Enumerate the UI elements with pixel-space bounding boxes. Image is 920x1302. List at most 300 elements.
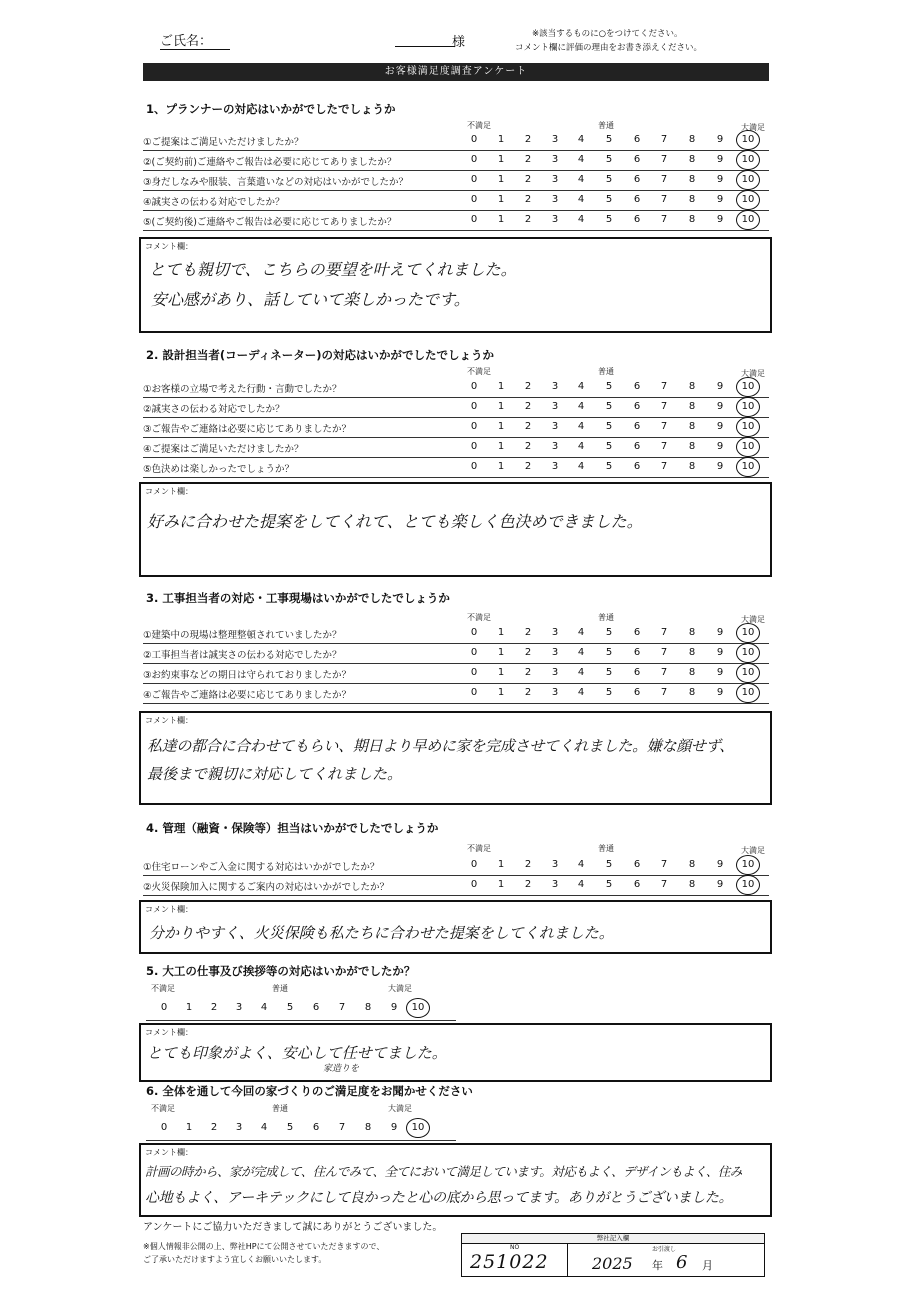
rating-option-0[interactable]: 0 bbox=[470, 154, 478, 165]
rating-option-3[interactable]: 3 bbox=[551, 154, 559, 165]
question-text: ③ご報告やご連絡は必要に応じてありましたか？ bbox=[143, 424, 352, 435]
selected-rating-circle bbox=[736, 417, 760, 437]
question-row bbox=[143, 397, 769, 418]
rating-option-7[interactable]: 7 bbox=[660, 627, 668, 638]
rating-option-9[interactable]: 9 bbox=[716, 667, 724, 678]
rating-option-10[interactable]: 10 bbox=[741, 647, 755, 658]
rating-option-9[interactable]: 9 bbox=[716, 859, 724, 870]
rating-option-8[interactable]: 8 bbox=[688, 174, 696, 185]
rating-option-0[interactable]: 0 bbox=[470, 194, 478, 205]
selected-rating-circle bbox=[736, 377, 760, 397]
selected-rating-circle bbox=[736, 170, 760, 190]
scale-high: 大満足 bbox=[741, 615, 765, 624]
rating-option-0[interactable]: 0 bbox=[470, 401, 478, 412]
rating-option-9[interactable]: 9 bbox=[716, 134, 724, 145]
rating-option-5[interactable]: 5 bbox=[605, 667, 613, 678]
rating-option-6[interactable]: 6 bbox=[633, 421, 641, 432]
rating-option-0[interactable]: 0 bbox=[470, 214, 478, 225]
comment-line: 最後まで親切に対応してくれました。 bbox=[147, 765, 403, 783]
section-4-comment-box bbox=[139, 900, 772, 954]
rating-option-9[interactable]: 9 bbox=[716, 441, 724, 452]
rating-option-1[interactable]: 1 bbox=[497, 174, 505, 185]
rating-option-1[interactable]: 1 bbox=[497, 194, 505, 205]
rating-option-10[interactable]: 10 bbox=[741, 381, 755, 392]
rating-option-3[interactable]: 3 bbox=[235, 1002, 243, 1013]
rating-option-0[interactable]: 0 bbox=[470, 421, 478, 432]
rating-option-6[interactable]: 6 bbox=[312, 1002, 320, 1013]
scale-mid: 普通 bbox=[272, 984, 288, 993]
rating-option-7[interactable]: 7 bbox=[660, 174, 668, 185]
scale-high: 大満足 bbox=[741, 369, 765, 378]
survey-banner: お客様満足度調査アンケート bbox=[143, 63, 769, 81]
rating-option-9[interactable]: 9 bbox=[716, 401, 724, 412]
scale-low: 不満足 bbox=[467, 367, 491, 376]
rating-option-10[interactable]: 10 bbox=[411, 1122, 425, 1133]
rating-option-5[interactable]: 5 bbox=[605, 174, 613, 185]
rating-option-10[interactable]: 10 bbox=[741, 687, 755, 698]
rating-option-5[interactable]: 5 bbox=[605, 381, 613, 392]
rating-option-6[interactable]: 6 bbox=[633, 627, 641, 638]
selected-rating-circle bbox=[736, 397, 760, 417]
rating-option-1[interactable]: 1 bbox=[497, 687, 505, 698]
rating-option-10[interactable]: 10 bbox=[741, 879, 755, 890]
selected-rating-circle bbox=[736, 210, 760, 230]
comment-line: 分かりやすく、火災保険も私たちに合わせた提案をしてくれました。 bbox=[149, 924, 614, 942]
question-text: ②誠実さの伝わる対応でしたか？ bbox=[143, 404, 285, 415]
rating-option-1[interactable]: 1 bbox=[497, 879, 505, 890]
rating-option-5[interactable]: 5 bbox=[605, 441, 613, 452]
rating-option-1[interactable]: 1 bbox=[497, 421, 505, 432]
scale-mid: 普通 bbox=[272, 1104, 288, 1113]
comment-line: 安心感があり、話していて楽しかったです。 bbox=[151, 290, 470, 309]
comment-line: とても印象がよく、安心して任せてました。 bbox=[147, 1044, 447, 1062]
rating-option-0[interactable]: 0 bbox=[470, 174, 478, 185]
selected-rating-circle bbox=[736, 663, 760, 683]
question-text: ④ご提案はご満足いただけましたか？ bbox=[143, 444, 304, 455]
rating-option-3[interactable]: 3 bbox=[551, 667, 559, 678]
question-text: ④ご報告やご連絡は必要に応じてありましたか？ bbox=[143, 690, 352, 701]
rating-option-6[interactable]: 6 bbox=[633, 381, 641, 392]
month-value: 6 bbox=[676, 1252, 688, 1273]
rating-option-2[interactable]: 2 bbox=[524, 879, 532, 890]
scale-low: 不満足 bbox=[467, 613, 491, 622]
scale-low: 不満足 bbox=[467, 121, 491, 130]
rating-option-2[interactable]: 2 bbox=[524, 214, 532, 225]
question-row bbox=[143, 190, 769, 211]
rating-option-1[interactable]: 1 bbox=[497, 214, 505, 225]
office-use-title: 弊社記入欄 bbox=[462, 1234, 764, 1244]
rating-option-3[interactable]: 3 bbox=[551, 647, 559, 658]
question-row bbox=[143, 457, 769, 478]
rating-option-9[interactable]: 9 bbox=[716, 174, 724, 185]
rating-option-9[interactable]: 9 bbox=[716, 421, 724, 432]
rating-option-0[interactable]: 0 bbox=[470, 381, 478, 392]
question-row bbox=[143, 855, 769, 876]
honorific: 様 bbox=[452, 35, 466, 50]
rating-option-8[interactable]: 8 bbox=[688, 214, 696, 225]
comment-line: とても親切で、こちらの要望を叶えてくれました。 bbox=[149, 260, 517, 279]
scale-high: 大満足 bbox=[388, 1104, 412, 1113]
rating-option-5[interactable]: 5 bbox=[605, 879, 613, 890]
rating-option-3[interactable]: 3 bbox=[551, 401, 559, 412]
selected-rating-circle bbox=[736, 875, 760, 895]
section-1-title: 1、プランナーの対応はいかがでしたでしょうか bbox=[146, 102, 396, 116]
question-text: ②(ご契約前)ご連絡やご報告は必要に応じてありましたか？ bbox=[143, 157, 397, 168]
rating-option-7[interactable]: 7 bbox=[660, 401, 668, 412]
rating-option-6[interactable]: 6 bbox=[633, 194, 641, 205]
rating-option-4[interactable]: 4 bbox=[577, 154, 585, 165]
question-row bbox=[143, 130, 769, 151]
rating-option-1[interactable]: 1 bbox=[497, 381, 505, 392]
rating-option-10[interactable]: 10 bbox=[741, 859, 755, 870]
rating-option-7[interactable]: 7 bbox=[660, 194, 668, 205]
scale-high: 大満足 bbox=[741, 846, 765, 855]
rating-option-0[interactable]: 0 bbox=[470, 667, 478, 678]
rating-option-2[interactable]: 2 bbox=[524, 134, 532, 145]
rating-option-10[interactable]: 10 bbox=[741, 174, 755, 185]
rating-option-8[interactable]: 8 bbox=[688, 687, 696, 698]
section-2-comment-box bbox=[139, 482, 772, 577]
rating-option-3[interactable]: 3 bbox=[551, 194, 559, 205]
scale-high: 大満足 bbox=[741, 123, 765, 132]
rating-option-6[interactable]: 6 bbox=[633, 687, 641, 698]
rating-option-0[interactable]: 0 bbox=[470, 647, 478, 658]
rating-option-7[interactable]: 7 bbox=[660, 381, 668, 392]
year-value: 2025 bbox=[592, 1254, 633, 1273]
rating-option-7[interactable]: 7 bbox=[660, 667, 668, 678]
scale-low: 不満足 bbox=[151, 984, 175, 993]
rating-option-3[interactable]: 3 bbox=[551, 441, 559, 452]
rating-option-8[interactable]: 8 bbox=[688, 859, 696, 870]
rating-option-5[interactable]: 5 bbox=[605, 401, 613, 412]
rating-option-8[interactable]: 8 bbox=[688, 461, 696, 472]
rating-option-9[interactable]: 9 bbox=[716, 647, 724, 658]
rating-option-0[interactable]: 0 bbox=[160, 1002, 168, 1013]
rating-option-7[interactable]: 7 bbox=[338, 1002, 346, 1013]
rating-option-8[interactable]: 8 bbox=[688, 421, 696, 432]
question-row bbox=[143, 150, 769, 171]
rating-option-8[interactable]: 8 bbox=[688, 441, 696, 452]
rating-option-1[interactable]: 1 bbox=[497, 667, 505, 678]
rating-option-0[interactable]: 0 bbox=[160, 1122, 168, 1133]
rating-option-2[interactable]: 2 bbox=[524, 381, 532, 392]
section-4-title: 4. 管理（融資・保険等）担当はいかがでしたでしょうか bbox=[146, 821, 439, 835]
selected-rating-circle bbox=[736, 643, 760, 663]
question-row bbox=[143, 210, 769, 231]
rating-option-4[interactable]: 4 bbox=[260, 1002, 268, 1013]
rating-option-7[interactable]: 7 bbox=[660, 154, 668, 165]
rating-option-6[interactable]: 6 bbox=[633, 859, 641, 870]
selected-rating-circle bbox=[736, 683, 760, 703]
rating-option-5[interactable]: 5 bbox=[286, 1122, 294, 1133]
rating-option-9[interactable]: 9 bbox=[716, 687, 724, 698]
rating-option-10[interactable]: 10 bbox=[741, 441, 755, 452]
rating-option-6[interactable]: 6 bbox=[633, 647, 641, 658]
rating-option-8[interactable]: 8 bbox=[688, 154, 696, 165]
rating-option-9[interactable]: 9 bbox=[716, 381, 724, 392]
question-row bbox=[143, 437, 769, 458]
comment-line: 心地もよく、アーキテックにして良かったと心の底から思ってます。ありがとうございました。 bbox=[145, 1190, 733, 1206]
privacy-note-1: ※個人情報非公開の上、弊社HPにて公開させていただきますので、 bbox=[143, 1242, 385, 1251]
question-text: ③お約束事などの期日は守られておりましたか？ bbox=[143, 670, 352, 681]
rating-option-9[interactable]: 9 bbox=[390, 1002, 398, 1013]
rating-option-2[interactable]: 2 bbox=[524, 859, 532, 870]
rating-option-2[interactable]: 2 bbox=[210, 1002, 218, 1013]
rating-option-5[interactable]: 5 bbox=[605, 421, 613, 432]
question-text: ②火災保険加入に関するご案内の対応はいかがでしたか？ bbox=[143, 882, 390, 893]
rating-option-6[interactable]: 6 bbox=[633, 667, 641, 678]
rating-option-3[interactable]: 3 bbox=[551, 174, 559, 185]
no-value: 251022 bbox=[470, 1251, 549, 1273]
rating-option-8[interactable]: 8 bbox=[688, 667, 696, 678]
thanks-text: アンケートにご協力いただきまして誠にありがとうございました。 bbox=[143, 1222, 443, 1233]
section-2-title: 2. 設計担当者(コーディネーター)の対応はいかがでしたでしょうか bbox=[146, 348, 494, 362]
rating-option-2[interactable]: 2 bbox=[524, 461, 532, 472]
scale-mid: 普通 bbox=[598, 367, 614, 376]
rating-option-0[interactable]: 0 bbox=[470, 687, 478, 698]
rating-option-3[interactable]: 3 bbox=[235, 1122, 243, 1133]
rating-option-7[interactable]: 7 bbox=[660, 421, 668, 432]
rating-option-3[interactable]: 3 bbox=[551, 461, 559, 472]
rating-option-3[interactable]: 3 bbox=[551, 627, 559, 638]
rating-option-8[interactable]: 8 bbox=[688, 194, 696, 205]
rating-option-3[interactable]: 3 bbox=[551, 381, 559, 392]
rating-option-0[interactable]: 0 bbox=[470, 461, 478, 472]
rating-option-9[interactable]: 9 bbox=[716, 461, 724, 472]
rating-option-10[interactable]: 10 bbox=[741, 134, 755, 145]
rating-option-5[interactable]: 5 bbox=[605, 461, 613, 472]
rating-option-8[interactable]: 8 bbox=[688, 401, 696, 412]
rating-option-4[interactable]: 4 bbox=[577, 687, 585, 698]
rating-option-7[interactable]: 7 bbox=[660, 441, 668, 452]
rating-option-10[interactable]: 10 bbox=[741, 194, 755, 205]
rating-option-1[interactable]: 1 bbox=[497, 859, 505, 870]
rating-option-4[interactable]: 4 bbox=[577, 441, 585, 452]
section-6-underline bbox=[146, 1140, 456, 1141]
month-unit: 月 bbox=[702, 1259, 713, 1272]
rating-option-6[interactable]: 6 bbox=[633, 441, 641, 452]
rating-option-10[interactable]: 10 bbox=[741, 214, 755, 225]
rating-option-7[interactable]: 7 bbox=[660, 879, 668, 890]
rating-option-9[interactable]: 9 bbox=[716, 214, 724, 225]
rating-option-5[interactable]: 5 bbox=[605, 214, 613, 225]
scale-mid: 普通 bbox=[598, 613, 614, 622]
selected-rating-circle bbox=[406, 1118, 430, 1138]
rating-option-10[interactable]: 10 bbox=[741, 401, 755, 412]
section-1-comment-box bbox=[139, 237, 772, 333]
selected-rating-circle bbox=[736, 130, 760, 150]
rating-option-9[interactable]: 9 bbox=[716, 879, 724, 890]
rating-option-4[interactable]: 4 bbox=[577, 879, 585, 890]
section-6-title: 6. 全体を通して今回の家づくりのご満足度をお聞かせください bbox=[146, 1084, 473, 1098]
rating-option-10[interactable]: 10 bbox=[411, 1002, 425, 1013]
question-text: ①建築中の現場は整理整頓されていましたか？ bbox=[143, 630, 342, 641]
rating-option-4[interactable]: 4 bbox=[260, 1122, 268, 1133]
rating-option-7[interactable]: 7 bbox=[660, 647, 668, 658]
rating-option-8[interactable]: 8 bbox=[688, 879, 696, 890]
rating-option-9[interactable]: 9 bbox=[716, 627, 724, 638]
rating-option-0[interactable]: 0 bbox=[470, 627, 478, 638]
header-note-1: ※該当するものに○をつけてください。 bbox=[532, 29, 683, 39]
rating-option-7[interactable]: 7 bbox=[660, 461, 668, 472]
rating-option-6[interactable]: 6 bbox=[312, 1122, 320, 1133]
rating-option-7[interactable]: 7 bbox=[660, 134, 668, 145]
rating-option-6[interactable]: 6 bbox=[633, 174, 641, 185]
rating-option-6[interactable]: 6 bbox=[633, 879, 641, 890]
rating-option-1[interactable]: 1 bbox=[497, 441, 505, 452]
rating-option-8[interactable]: 8 bbox=[688, 381, 696, 392]
rating-option-4[interactable]: 4 bbox=[577, 381, 585, 392]
selected-rating-circle bbox=[406, 998, 430, 1018]
rating-option-7[interactable]: 7 bbox=[660, 214, 668, 225]
date-label: お引渡し bbox=[652, 1246, 677, 1253]
rating-option-9[interactable]: 9 bbox=[716, 154, 724, 165]
rating-option-8[interactable]: 8 bbox=[364, 1122, 372, 1133]
rating-option-1[interactable]: 1 bbox=[497, 647, 505, 658]
box-divider bbox=[567, 1243, 568, 1276]
rating-option-8[interactable]: 8 bbox=[688, 647, 696, 658]
rating-option-2[interactable]: 2 bbox=[210, 1122, 218, 1133]
rating-option-1[interactable]: 1 bbox=[497, 134, 505, 145]
scale-mid: 普通 bbox=[598, 844, 614, 853]
question-text: ②工事担当者は誠実さの伝わる対応でしたか？ bbox=[143, 650, 342, 661]
question-row bbox=[143, 377, 769, 398]
rating-option-1[interactable]: 1 bbox=[185, 1122, 193, 1133]
rating-option-9[interactable]: 9 bbox=[390, 1122, 398, 1133]
rating-option-9[interactable]: 9 bbox=[716, 194, 724, 205]
rating-option-3[interactable]: 3 bbox=[551, 859, 559, 870]
name-line bbox=[395, 46, 455, 47]
rating-option-8[interactable]: 8 bbox=[364, 1002, 372, 1013]
comment-label: コメント欄： bbox=[145, 716, 193, 725]
selected-rating-circle bbox=[736, 437, 760, 457]
scale-high: 大満足 bbox=[388, 984, 412, 993]
rating-option-3[interactable]: 3 bbox=[551, 687, 559, 698]
rating-option-6[interactable]: 6 bbox=[633, 401, 641, 412]
rating-option-1[interactable]: 1 bbox=[185, 1002, 193, 1013]
rating-option-7[interactable]: 7 bbox=[338, 1122, 346, 1133]
selected-rating-circle bbox=[736, 855, 760, 875]
rating-option-3[interactable]: 3 bbox=[551, 421, 559, 432]
question-text: ①住宅ローンやご入金に関する対応はいかがでしたか？ bbox=[143, 862, 380, 873]
rating-option-5[interactable]: 5 bbox=[605, 627, 613, 638]
scale-low: 不満足 bbox=[151, 1104, 175, 1113]
rating-option-7[interactable]: 7 bbox=[660, 859, 668, 870]
scale-low: 不満足 bbox=[467, 844, 491, 853]
rating-option-2[interactable]: 2 bbox=[524, 154, 532, 165]
rating-option-5[interactable]: 5 bbox=[605, 647, 613, 658]
comment-label: コメント欄： bbox=[145, 905, 193, 914]
privacy-note-2: ご了承いただけますよう宜しくお願いいたします。 bbox=[143, 1255, 327, 1264]
rating-option-2[interactable]: 2 bbox=[524, 174, 532, 185]
question-row bbox=[143, 417, 769, 438]
rating-option-4[interactable]: 4 bbox=[577, 461, 585, 472]
rating-option-2[interactable]: 2 bbox=[524, 647, 532, 658]
rating-option-6[interactable]: 6 bbox=[633, 154, 641, 165]
office-use-box bbox=[461, 1233, 765, 1277]
rating-option-6[interactable]: 6 bbox=[633, 461, 641, 472]
rating-option-10[interactable]: 10 bbox=[741, 421, 755, 432]
rating-option-5[interactable]: 5 bbox=[286, 1002, 294, 1013]
scale-mid: 普通 bbox=[598, 121, 614, 130]
rating-option-1[interactable]: 1 bbox=[497, 401, 505, 412]
rating-option-1[interactable]: 1 bbox=[497, 461, 505, 472]
question-text: ①ご提案はご満足いただけましたか？ bbox=[143, 137, 304, 148]
rating-option-2[interactable]: 2 bbox=[524, 421, 532, 432]
rating-option-6[interactable]: 6 bbox=[633, 134, 641, 145]
rating-option-4[interactable]: 4 bbox=[577, 421, 585, 432]
comment-line: 計画の時から、家が完成して、住んでみて、全てにおいて満足しています。対応もよく、デザインもよく、住み bbox=[145, 1164, 742, 1179]
comment-label: コメント欄： bbox=[145, 1028, 193, 1037]
rating-option-2[interactable]: 2 bbox=[524, 401, 532, 412]
rating-option-1[interactable]: 1 bbox=[497, 154, 505, 165]
comment-insertion: 家造りを bbox=[323, 1064, 360, 1074]
comment-line: 私達の都合に合わせてもらい、期日より早めに家を完成させてくれました。嫌な顔せず、 bbox=[147, 737, 734, 755]
rating-option-6[interactable]: 6 bbox=[633, 214, 641, 225]
rating-option-4[interactable]: 4 bbox=[577, 174, 585, 185]
rating-option-5[interactable]: 5 bbox=[605, 687, 613, 698]
question-text: ④誠実さの伝わる対応でしたか？ bbox=[143, 197, 285, 208]
rating-option-2[interactable]: 2 bbox=[524, 194, 532, 205]
rating-option-4[interactable]: 4 bbox=[577, 401, 585, 412]
rating-option-2[interactable]: 2 bbox=[524, 441, 532, 452]
question-text: ①お客様の立場で考えた行動・言動でしたか？ bbox=[143, 384, 342, 395]
rating-option-4[interactable]: 4 bbox=[577, 134, 585, 145]
section-5-underline bbox=[146, 1020, 456, 1021]
rating-option-1[interactable]: 1 bbox=[497, 627, 505, 638]
comment-label: コメント欄： bbox=[145, 487, 193, 496]
question-row bbox=[143, 663, 769, 684]
rating-option-4[interactable]: 4 bbox=[577, 647, 585, 658]
rating-option-3[interactable]: 3 bbox=[551, 879, 559, 890]
section-5-comment-box bbox=[139, 1023, 772, 1082]
question-row bbox=[143, 683, 769, 704]
rating-option-4[interactable]: 4 bbox=[577, 859, 585, 870]
rating-option-3[interactable]: 3 bbox=[551, 134, 559, 145]
question-row bbox=[143, 875, 769, 896]
question-row bbox=[143, 170, 769, 191]
rating-option-2[interactable]: 2 bbox=[524, 667, 532, 678]
selected-rating-circle bbox=[736, 457, 760, 477]
rating-option-3[interactable]: 3 bbox=[551, 214, 559, 225]
selected-rating-circle bbox=[736, 190, 760, 210]
rating-option-10[interactable]: 10 bbox=[741, 461, 755, 472]
rating-option-7[interactable]: 7 bbox=[660, 687, 668, 698]
year-unit: 年 bbox=[652, 1259, 663, 1272]
rating-option-5[interactable]: 5 bbox=[605, 154, 613, 165]
rating-option-0[interactable]: 0 bbox=[470, 859, 478, 870]
rating-option-4[interactable]: 4 bbox=[577, 667, 585, 678]
rating-option-5[interactable]: 5 bbox=[605, 859, 613, 870]
rating-option-4[interactable]: 4 bbox=[577, 214, 585, 225]
rating-option-4[interactable]: 4 bbox=[577, 194, 585, 205]
rating-option-5[interactable]: 5 bbox=[605, 194, 613, 205]
rating-option-0[interactable]: 0 bbox=[470, 441, 478, 452]
selected-rating-circle bbox=[736, 623, 760, 643]
rating-option-8[interactable]: 8 bbox=[688, 627, 696, 638]
rating-option-2[interactable]: 2 bbox=[524, 687, 532, 698]
rating-option-10[interactable]: 10 bbox=[741, 154, 755, 165]
rating-option-8[interactable]: 8 bbox=[688, 134, 696, 145]
rating-option-10[interactable]: 10 bbox=[741, 627, 755, 638]
rating-option-2[interactable]: 2 bbox=[524, 627, 532, 638]
rating-option-0[interactable]: 0 bbox=[470, 879, 478, 890]
rating-option-0[interactable]: 0 bbox=[470, 134, 478, 145]
rating-option-5[interactable]: 5 bbox=[605, 134, 613, 145]
no-label: NO bbox=[510, 1244, 520, 1251]
rating-option-4[interactable]: 4 bbox=[577, 627, 585, 638]
rating-option-10[interactable]: 10 bbox=[741, 667, 755, 678]
